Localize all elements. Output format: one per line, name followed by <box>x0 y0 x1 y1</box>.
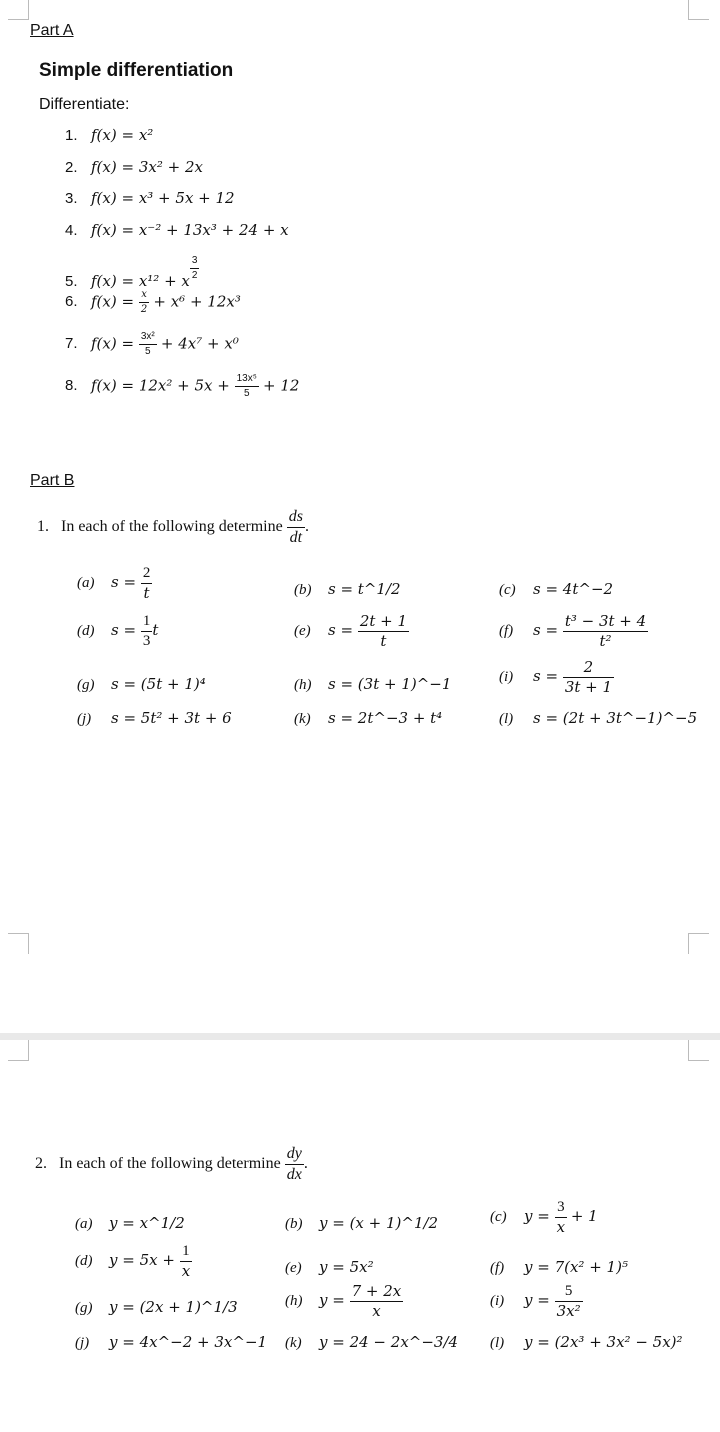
q1-item-b: (b) s = t^1/2 <box>294 580 401 598</box>
q1-item-g: (g) s = (5t + 1)⁴ <box>77 675 206 693</box>
q2-item-j: (j) y = 4x^−2 + 3x^−1 <box>75 1333 268 1351</box>
part-a-instruction: Differentiate: <box>39 96 130 113</box>
q2-item-b: (b) y = (x + 1)^1/2 <box>285 1214 439 1232</box>
item-number: 5. <box>65 273 78 290</box>
inline-fraction: $\frac{5}{\text{3x²}}$ <box>556 1283 581 1320</box>
item-expression: f(x) = x³ + 5x + 12 <box>91 189 235 207</box>
part-a-heading: Simple differentiation <box>39 60 234 81</box>
item-number: 4. <box>65 222 78 239</box>
question-text: In each of the following determine <box>61 518 283 536</box>
question-1-prompt: 1. In each of the following determine $\frac{ds}{dt}$ . <box>37 508 309 546</box>
item-expression: f(x) = x⁻² + 13x³ + 24 + x <box>91 221 289 239</box>
q2-item-a: (a) y = x^1/2 <box>75 1214 185 1232</box>
inline-fraction: $\frac{\text{t³ − 3t + 4}}{\text{t²}}$ <box>564 612 647 650</box>
page-corner-mark <box>688 1040 709 1061</box>
q2-item-i: (i) y = $\frac{5}{\text{3x²}}$ <box>490 1283 581 1320</box>
q1-item-e: (e) s = $\frac{2t + 1}{t}$ <box>294 612 408 650</box>
q2-item-e: (e) y = 5x² <box>285 1258 374 1276</box>
q1-item-k: (k) s = 2t^−3 + t⁴ <box>294 709 443 727</box>
document-page-2 <box>0 1040 720 1432</box>
question-number: 2. <box>35 1155 47 1173</box>
part-b-label: Part B <box>30 472 75 489</box>
item-number: 8. <box>65 377 78 395</box>
page-corner-mark <box>8 933 29 954</box>
page-corner-mark <box>688 0 709 20</box>
part-a-item-7: 7. f(x) = $\frac{\text{3x²}}{5}$ + 4x⁷ + x⁰ <box>65 331 239 357</box>
item-number: 7. <box>65 335 78 353</box>
q2-item-h: (h) y = $\frac{7 + 2x}{x}$ <box>285 1282 402 1320</box>
q1-item-c: (c) s = 4t^−2 <box>499 580 614 598</box>
inline-fraction: $\frac{3}{x}$ <box>556 1199 566 1236</box>
item-number: 3. <box>65 190 78 207</box>
item-number: 1. <box>65 127 78 144</box>
item-expression: f(x) = 3x² + 2x <box>91 158 203 176</box>
part-a-item-1 <box>65 126 153 144</box>
part-a-item-5 <box>65 256 199 290</box>
inline-fraction: $\frac{2}{3t + 1}$ <box>564 658 613 696</box>
part-a-item-6: 6. f(x) = $\frac{x}{2}$ + x⁶ + 12x³ <box>65 289 241 315</box>
q2-item-g: (g) y = (2x + 1)^1/3 <box>75 1298 238 1316</box>
inline-fraction: $\frac{\text{3x²}}{5}$ <box>140 331 155 357</box>
question-number: 1. <box>37 518 49 536</box>
derivative-fraction: $\frac{ds}{dt}$ <box>288 508 303 546</box>
q1-item-i: (i) s = $\frac{2}{3t + 1}$ <box>499 658 613 696</box>
q1-item-d: (d) s = $\frac{1}{3}$ t <box>77 613 159 649</box>
question-text: In each of the following determine <box>59 1155 281 1173</box>
item-number: 6. <box>65 293 78 311</box>
item-expression: f(x) = x¹² + x <box>91 272 190 290</box>
exponent-fraction: $\frac{3}{2}$ <box>191 255 198 281</box>
part-a-label: Part A <box>30 22 74 39</box>
inline-fraction: $\frac{2t + 1}{t}$ <box>359 612 408 650</box>
q2-item-f: (f) y = 7(x² + 1)⁵ <box>490 1258 628 1276</box>
q1-item-l: (l) s = (2t + 3t^−1)^−5 <box>499 709 698 727</box>
derivative-fraction: $\frac{dy}{dx}$ <box>286 1145 302 1183</box>
inline-fraction: $\frac{x}{2}$ <box>140 289 148 315</box>
q2-item-k: (k) y = 24 − 2x^−3/4 <box>285 1333 459 1351</box>
q1-item-h: (h) s = (3t + 1)^−1 <box>294 675 452 693</box>
item-expression: f(x) = x² <box>91 126 154 144</box>
part-a-item-3 <box>65 189 235 207</box>
page-corner-mark <box>8 0 29 20</box>
q2-item-c: (c) y = $\frac{3}{x}$ + 1 <box>490 1199 598 1236</box>
q2-item-l: (l) y = (2x³ + 3x² − 5x)² <box>490 1333 683 1351</box>
inline-fraction: $\frac{\text{13x⁵}}{5}$ <box>236 373 257 399</box>
q1-item-j: (j) s = 5t² + 3t + 6 <box>77 709 232 727</box>
page-corner-mark <box>688 933 709 954</box>
inline-fraction: $\frac{2}{t}$ <box>142 565 151 602</box>
page-corner-mark <box>8 1040 29 1061</box>
q2-item-d: (d) y = 5x + $\frac{1}{x}$ <box>75 1243 191 1280</box>
part-a-item-8: 8. f(x) = 12x² + 5x + $\frac{\text{13x⁵}}{5}$ + 12 <box>65 373 300 399</box>
question-2-prompt: 2. In each of the following determine $\frac{dy}{dx}$ . <box>35 1145 308 1183</box>
inline-fraction: $\frac{1}{3}$ <box>142 613 151 649</box>
inline-fraction: $\frac{1}{x}$ <box>181 1243 191 1280</box>
part-a-item-2 <box>65 158 203 176</box>
inline-fraction: $\frac{7 + 2x}{x}$ <box>351 1282 402 1320</box>
q1-item-f: (f) s = $\frac{\text{t³ − 3t + 4}}{\text{t²}}$ <box>499 612 647 650</box>
item-number: 2. <box>65 159 78 176</box>
q1-item-a: (a) s = $\frac{2}{t}$ <box>77 565 151 602</box>
part-a-item-4 <box>65 221 289 239</box>
